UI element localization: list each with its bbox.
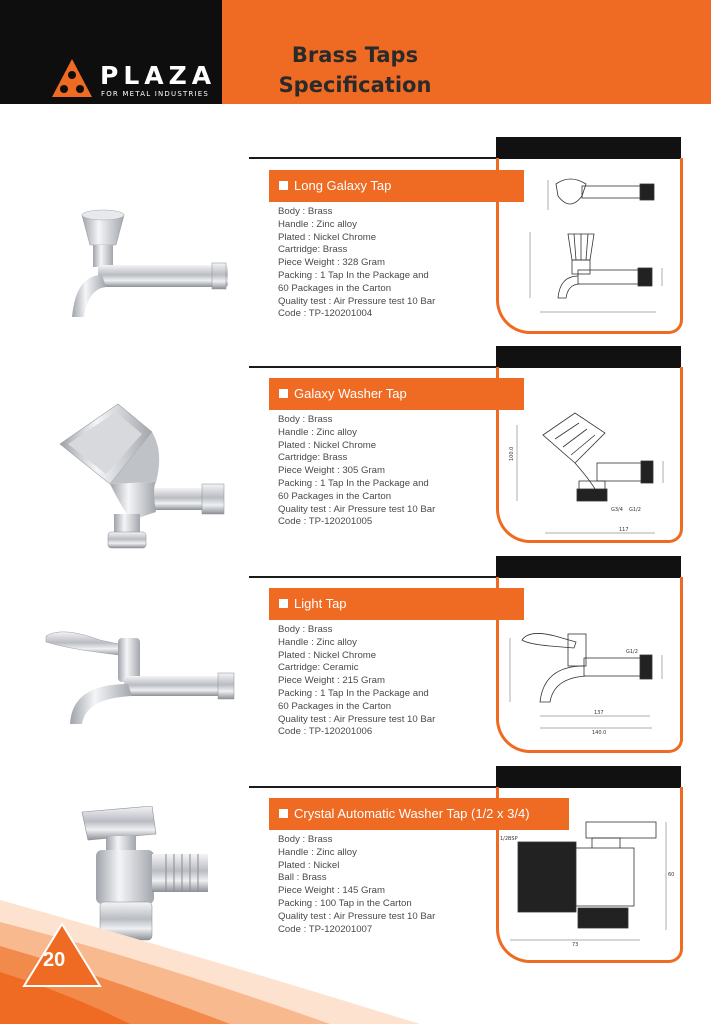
spec-line: Handle : Zinc alloy — [278, 636, 357, 648]
spec-line: 60 Packages in the Carton — [278, 282, 392, 294]
dimension-label: 137 — [594, 710, 604, 716]
dimension-label: 140.0 — [592, 730, 607, 736]
plaza-logo-icon — [50, 57, 94, 101]
spec-line: 60 Packages in the Carton — [278, 700, 392, 712]
section-black-bar — [496, 766, 681, 788]
dimension-label: 117 — [619, 527, 629, 533]
brand-name: PLAZA — [100, 61, 217, 90]
spec-line: Quality test : Air Pressure test 10 Bar — [278, 910, 436, 922]
product-name: Long Galaxy Tap — [294, 178, 392, 193]
spec-line: Code : TP-120201007 — [278, 923, 373, 935]
dimension-label: G3/4 — [611, 507, 623, 513]
product-name-tag — [269, 378, 524, 410]
light-tap-photo — [42, 626, 238, 726]
spec-line: Handle : Zinc alloy — [278, 846, 357, 858]
long-galaxy-tap-photo — [62, 205, 232, 330]
spec-line: Piece Weight : 328 Gram — [278, 257, 386, 269]
spec-line: Cartridge: Brass — [278, 244, 348, 256]
galaxy-washer-tap-photo — [52, 402, 232, 554]
spec-line: Body : Brass — [278, 414, 333, 425]
spec-line: 60 Packages in the Carton — [278, 490, 392, 502]
product-specs — [278, 206, 435, 321]
page-title-line-1: Brass Taps — [291, 43, 419, 67]
spec-line: Quality test : Air Pressure test 10 Bar — [278, 295, 436, 307]
dimension-label: G1/2 — [626, 649, 638, 655]
light-tap-drawing — [500, 620, 680, 740]
brand-tagline: FOR METAL INDUSTRIES — [101, 90, 210, 98]
spec-line: Packing : 1 Tap In the Package and — [278, 477, 429, 489]
spec-line: Quality test : Air Pressure test 10 Bar — [278, 713, 436, 725]
spec-line: Packing : 100 Tap in the Carton — [278, 897, 412, 909]
spec-line: Body : Brass — [278, 206, 333, 217]
spec-line: Code : TP-120201006 — [278, 726, 373, 738]
spec-line: Plated : Nickel Chrome — [278, 649, 377, 661]
long-galaxy-tap-drawing — [520, 172, 680, 327]
spec-line: Handle : Zinc alloy — [278, 218, 357, 230]
product-name: Galaxy Washer Tap — [294, 386, 407, 401]
product-specs — [278, 414, 435, 529]
spec-line: Cartridge: Ceramic — [278, 662, 359, 674]
spec-line: Code : TP-120201004 — [278, 308, 373, 320]
bullet-square-icon — [279, 599, 288, 608]
spec-line: Cartridge: Brass — [278, 452, 348, 464]
section-black-bar — [496, 556, 681, 578]
spec-line: Plated : Nickel Chrome — [278, 439, 377, 451]
dimension-label: G1/2 — [629, 507, 641, 513]
dimension-label: 60 — [668, 872, 675, 878]
spec-line: Plated : Nickel — [278, 859, 340, 871]
product-name-tag — [269, 170, 524, 202]
spec-line: Code : TP-120201005 — [278, 516, 373, 528]
product-specs — [278, 624, 435, 739]
section-black-bar — [496, 137, 681, 159]
spec-line: Quality test : Air Pressure test 10 Bar — [278, 503, 436, 515]
spec-line: Packing : 1 Tap In the Package and — [278, 269, 429, 281]
bullet-square-icon — [279, 809, 288, 818]
spec-line: Ball : Brass — [278, 872, 327, 884]
section-black-bar — [496, 346, 681, 368]
dimension-label: 1/2BSP — [500, 836, 518, 842]
page-title-line-2: Specification — [278, 73, 432, 97]
page-number: 20 — [43, 949, 66, 971]
spec-line: Plated : Nickel Chrome — [278, 231, 377, 243]
spec-line: Body : Brass — [278, 834, 333, 845]
bullet-square-icon — [279, 181, 288, 190]
dimension-label: 73 — [572, 942, 579, 948]
spec-line: Piece Weight : 145 Gram — [278, 885, 386, 897]
spec-line: Piece Weight : 215 Gram — [278, 675, 386, 687]
product-name-tag — [269, 588, 524, 620]
spec-line: Body : Brass — [278, 624, 333, 635]
product-name: Light Tap — [294, 596, 347, 611]
spec-line: Packing : 1 Tap In the Package and — [278, 687, 429, 699]
spec-line: Piece Weight : 305 Gram — [278, 465, 386, 477]
product-name: Crystal Automatic Washer Tap (1/2 x 3/4) — [294, 806, 530, 821]
galaxy-washer-tap-drawing — [505, 405, 680, 540]
page-title — [250, 40, 460, 100]
spec-line: Handle : Zinc alloy — [278, 426, 357, 438]
footer-wave-decoration — [0, 860, 711, 1024]
dimension-label: 100.0 — [509, 446, 515, 461]
bullet-square-icon — [279, 389, 288, 398]
